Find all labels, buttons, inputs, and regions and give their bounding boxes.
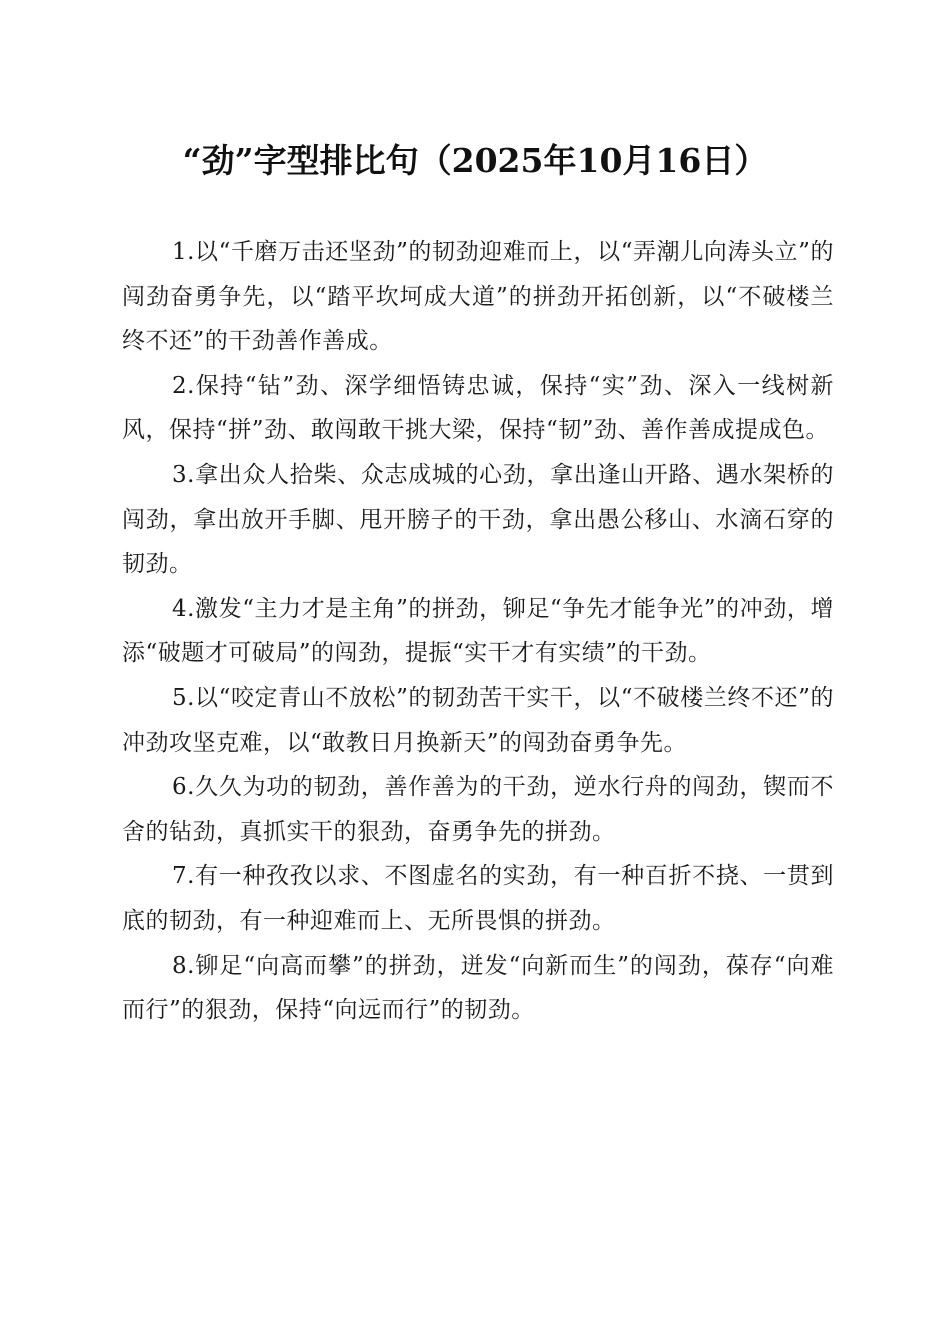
document-body xyxy=(122,230,834,1033)
paragraph-7: 7.有一种孜孜以求、不图虚名的实劲，有一种百折不挠、一贯到底的韧劲，有一种迎难而上、无所畏惧的拼劲。 xyxy=(122,863,834,934)
paragraph-1: 1.以“千磨万击还坚劲”的韧劲迎难而上，以“弄潮儿向涛头立”的闯劲奋勇争先，以“踏平坎坷成大道”的拼劲开拓创新，以“不破楼兰终不还”的干劲善作善成。 xyxy=(122,239,834,355)
paragraph-5: 5.以“咬定青山不放松”的韧劲苦干实干，以“不破楼兰终不还”的冲劲攻坚克难，以“敢教日月换新天”的闯劲奋勇争先。 xyxy=(122,684,834,756)
paragraph-6: 6.久久为功的韧劲，善作善为的干劲，逆水行舟的闯劲，锲而不舍的钻劲，真抓实干的狠劲，奋勇争先的拼劲。 xyxy=(122,774,834,845)
paragraph-4: 4.激发“主力才是主角”的拼劲，铆足“争先才能争光”的冲劲，增添“破题才可破局”的闯劲，提振“实干才有实绩”的干劲。 xyxy=(122,595,834,667)
paragraph-8: 8.铆足“向高而攀”的拼劲，迸发“向新而生”的闯劲，葆存“向难而行”的狠劲，保持“向远而行”的韧劲。 xyxy=(122,952,834,1024)
document-title: “劲”字型排比句（2025年10月16日） xyxy=(182,141,768,180)
paragraph-3: 3.拿出众人拾柴、众志成城的心劲，拿出逢山开路、遇水架桥的闯劲，拿出放开手脚、甩开膀子的干劲，拿出愚公移山、水滴石穿的韧劲。 xyxy=(122,461,834,578)
paragraph-2: 2.保持“钻”劲、深学细悟铸忠诚，保持“实”劲、深入一线树新风，保持“拼”劲、敢闯敢干挑大梁，保持“韧”劲、善作善成提成色。 xyxy=(122,372,834,444)
